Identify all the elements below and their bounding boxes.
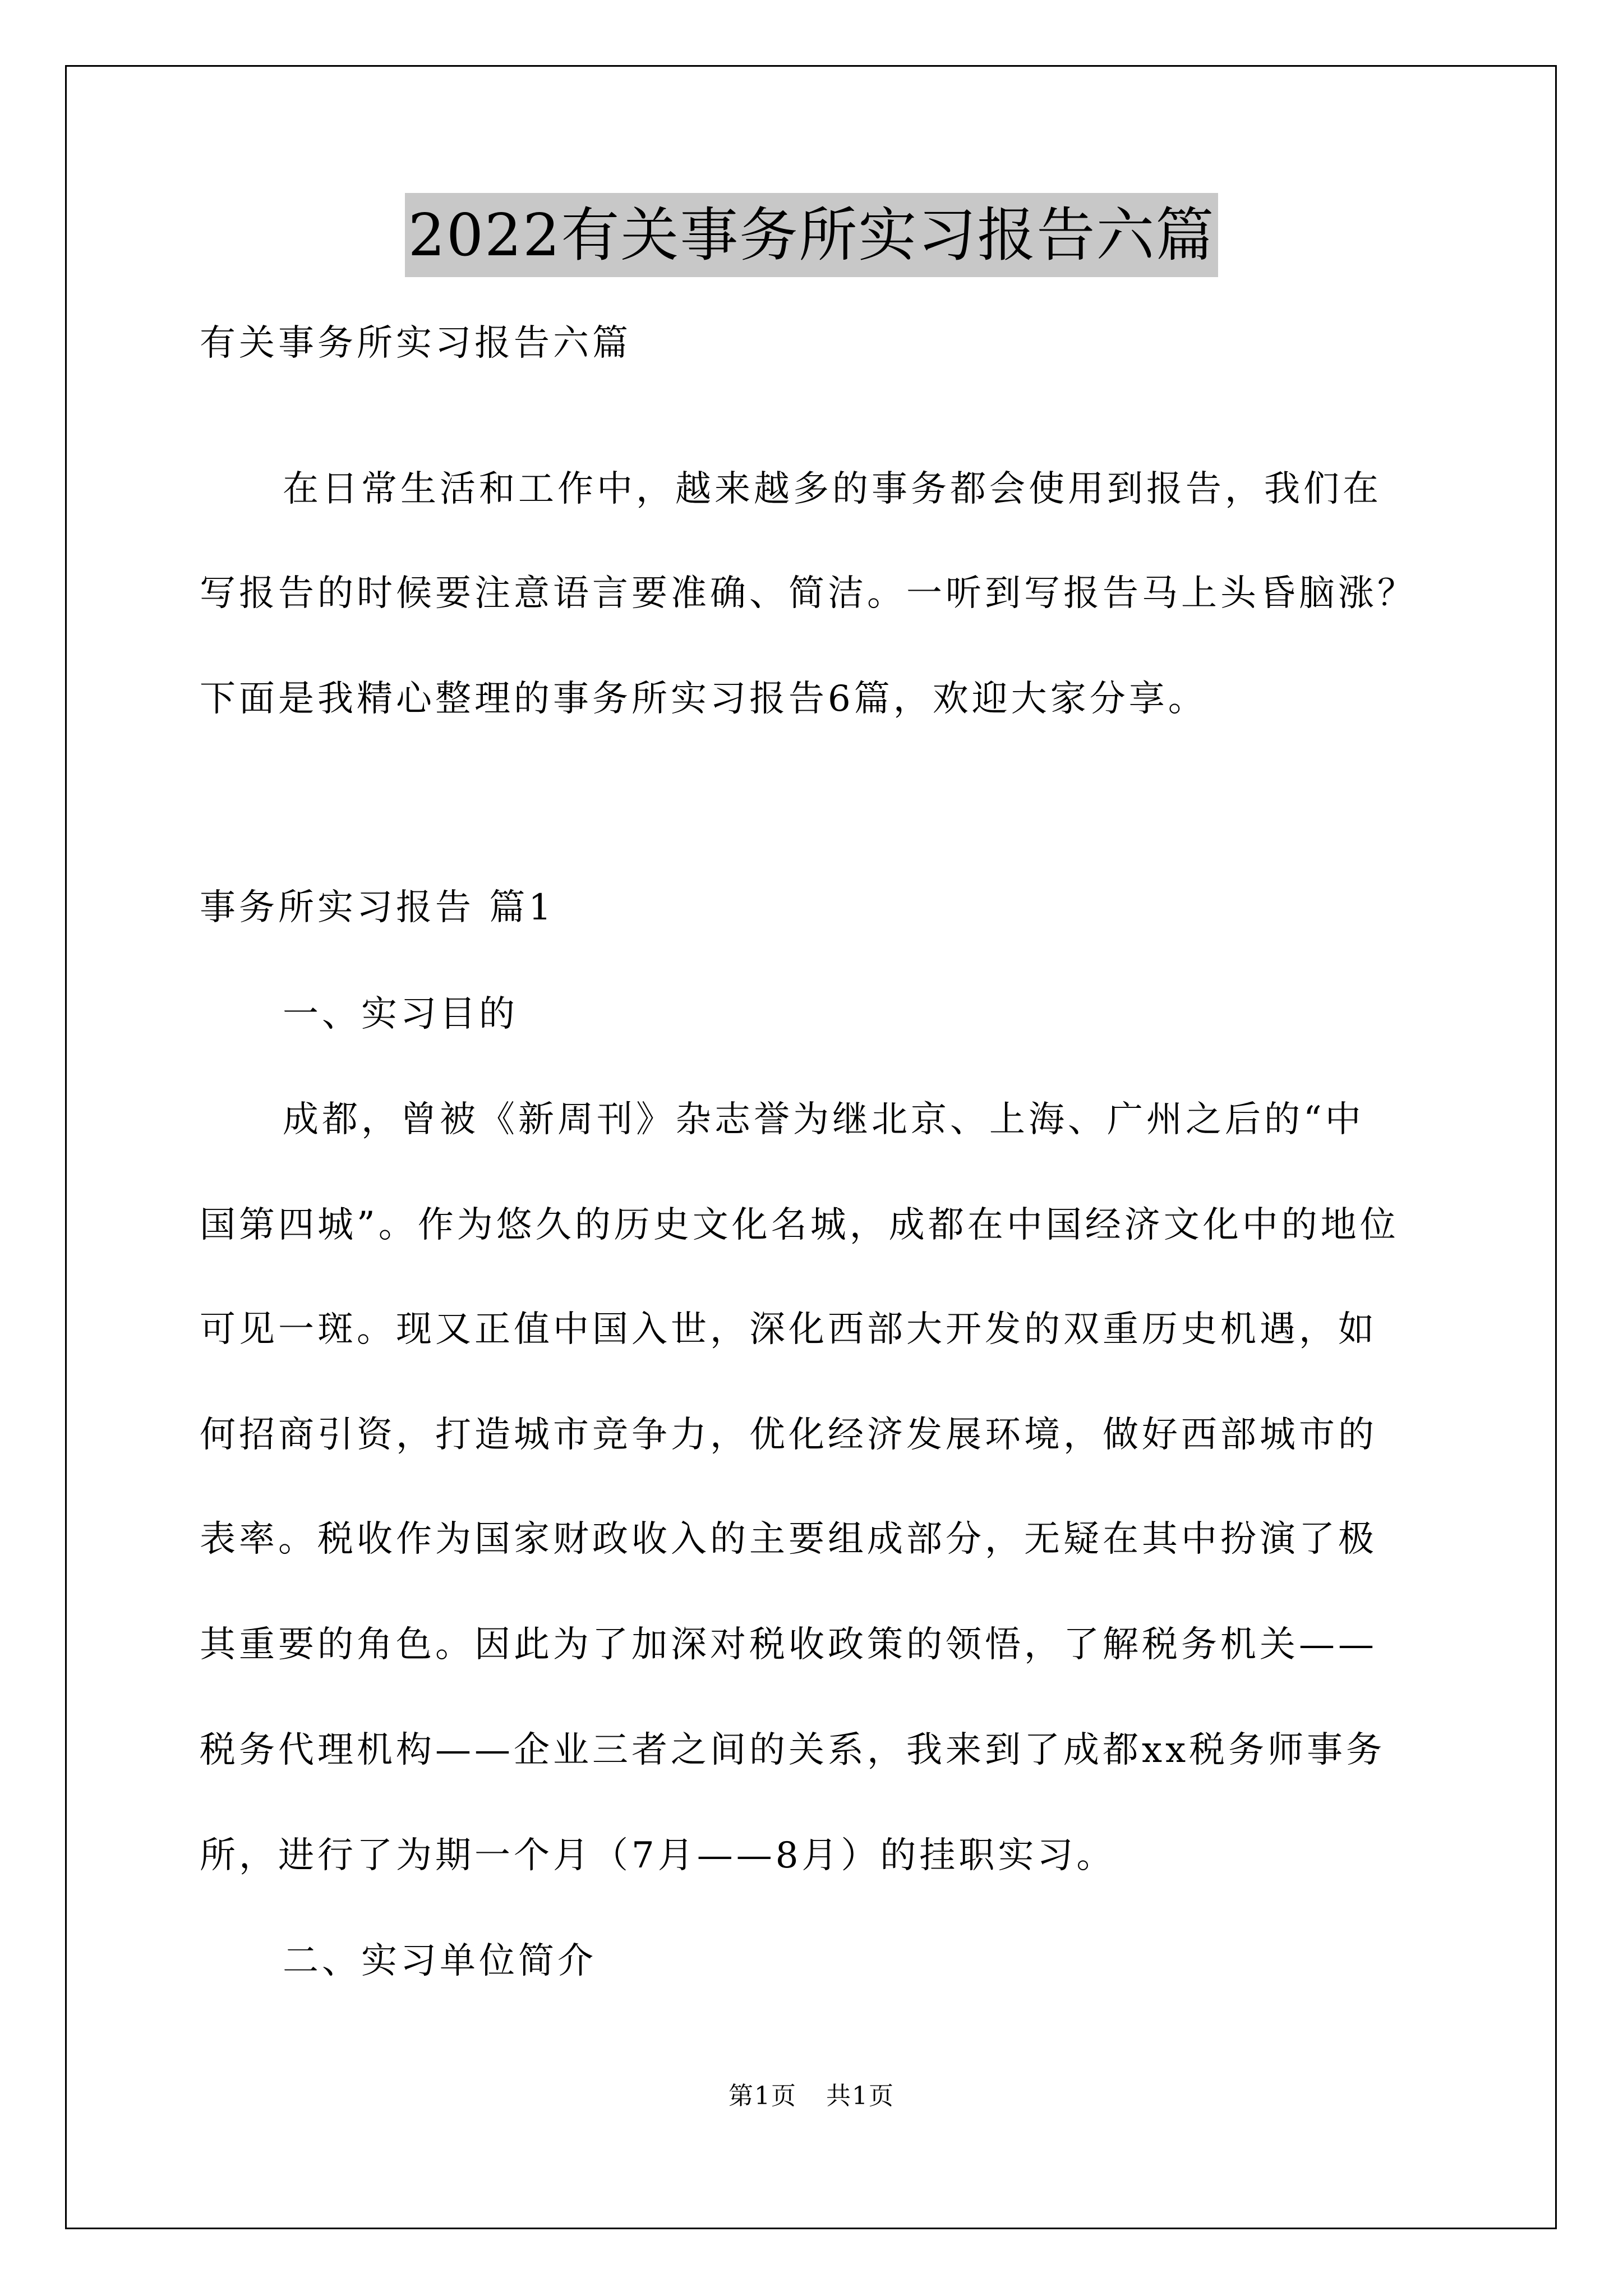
page-footer [0,2076,1623,2111]
subsection-heading: 二、实习单位简介 [283,1940,597,1982]
paragraph-line: 下面是我精心整理的事务所实习报告6篇，欢迎大家分享。 [200,678,1207,720]
document-title: 2022有关事务所实习报告六篇 [405,193,1219,277]
paragraph-line: 何招商引资，打造城市竞争力，优化经济发展环境，做好西部城市的 [200,1414,1377,1456]
page-border [65,65,1557,2229]
subsection-heading: 一、实习目的 [283,993,518,1035]
paragraph-line: 所，进行了为期一个月（7月——8月）的挂职实习。 [200,1835,1116,1876]
paragraph-line: 国第四城”。作为悠久的历史文化名城，成都在中国经济文化中的地位 [200,1204,1399,1246]
paragraph-line: 写报告的时候要注意语言要准确、简洁。一听到写报告马上头昏脑涨？ [200,573,1417,614]
paragraph-line: 可见一斑。现又正值中国入世，深化西部大开发的双重历史机遇，如 [200,1309,1377,1350]
section-heading: 事务所实习报告 篇1 [200,887,555,928]
subtitle-line: 有关事务所实习报告六篇 [200,323,631,364]
paragraph-line: 其重要的角色。因此为了加深对税收政策的领悟，了解税务机关—— [200,1624,1377,1665]
page-number: 第1页 [728,2082,797,2110]
title-container [0,193,1623,277]
paragraph-line: 表率。税收作为国家财政收入的主要组成部分，无疑在其中扮演了极 [200,1519,1377,1560]
page-total: 共1页 [826,2082,895,2110]
paragraph-line: 在日常生活和工作中，越来越多的事务都会使用到报告，我们在 [283,468,1382,510]
paragraph-line: 成都，曾被《新周刊》杂志誉为继北京、上海、广州之后的“中 [283,1099,1364,1140]
paragraph-line: 税务代理机构——企业三者之间的关系，我来到了成都xx税务师事务 [200,1729,1386,1771]
